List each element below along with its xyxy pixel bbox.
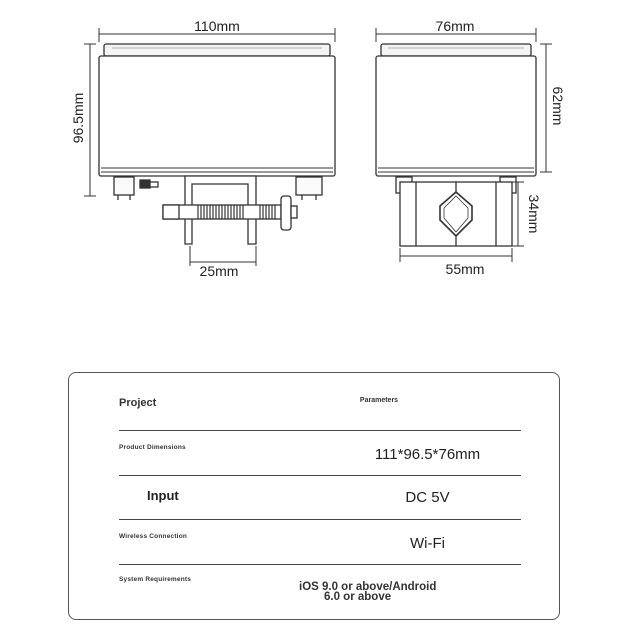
divider	[119, 475, 521, 476]
divider	[119, 519, 521, 520]
front-width-label: 110mm	[194, 18, 240, 34]
spec-value: DC 5V	[405, 489, 450, 506]
clamp-height-label: 34mm	[526, 194, 542, 234]
clamp-base-label: 55mm	[445, 261, 485, 277]
spec-header-value: Parameters	[359, 397, 399, 404]
divider	[119, 564, 521, 565]
side-view	[376, 44, 536, 246]
spec-label: System Requirements	[119, 576, 192, 583]
side-width-label: 76mm	[435, 18, 475, 34]
spec-header-label: Project	[119, 397, 157, 409]
spec-value-line2: 6.0 or above	[324, 591, 392, 603]
spec-label: Input	[147, 488, 179, 503]
spec-table	[68, 372, 560, 620]
side-height-label: 62mm	[550, 86, 566, 126]
clamp-width-label: 25mm	[199, 263, 239, 279]
spec-label: Wireless Connection	[119, 533, 188, 540]
spec-row-system	[119, 576, 521, 622]
spec-label: Product Dimensions	[119, 444, 186, 451]
spec-row-dimensions	[119, 444, 521, 490]
spec-row-input	[119, 488, 521, 534]
divider	[119, 430, 521, 431]
spec-value-line1: iOS 9.0 or above/Android	[299, 581, 437, 593]
spec-value: 111*96.5*76mm	[374, 446, 481, 463]
spec-header-row	[119, 397, 521, 443]
front-height-label: 96.5mm	[70, 92, 86, 144]
spec-value: Wi-Fi	[410, 535, 445, 552]
front-view	[99, 44, 335, 244]
spec-row-wireless	[119, 533, 521, 579]
